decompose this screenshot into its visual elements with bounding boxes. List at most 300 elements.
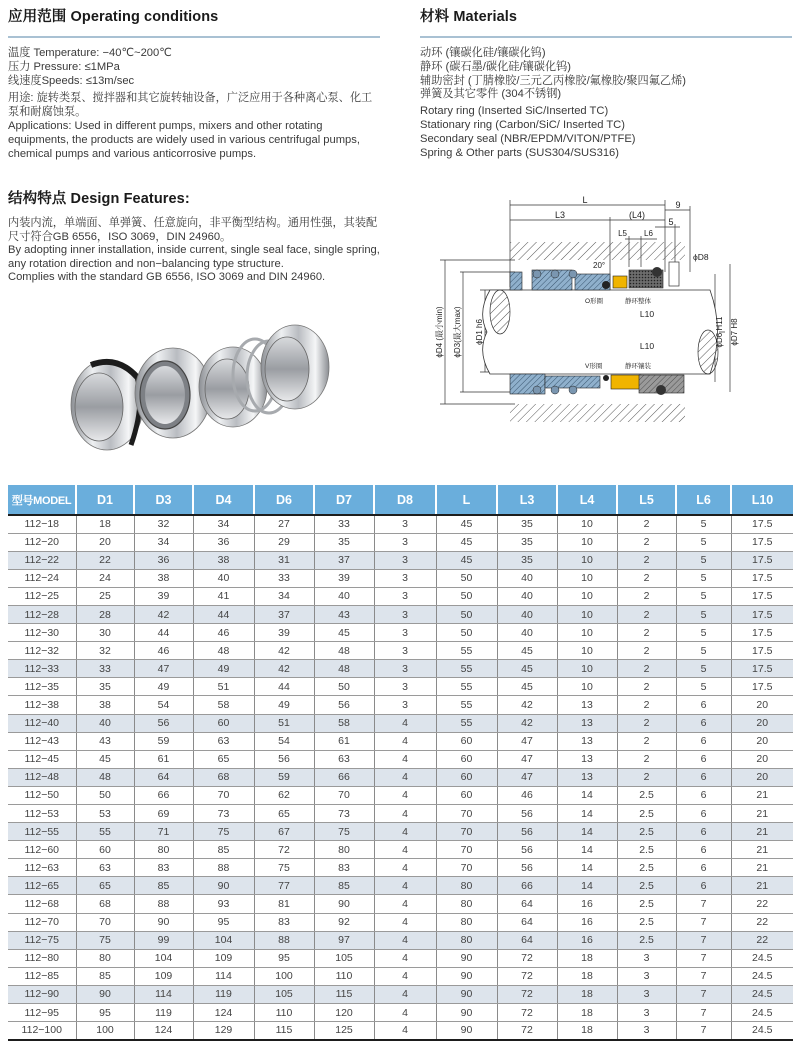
value-cell: 2	[617, 605, 676, 623]
material-cn-spring: 弹簧及其它零件 (304不锈钢)	[420, 88, 562, 101]
lower-seal-assembly	[510, 374, 684, 395]
value-cell: 21	[731, 859, 793, 877]
dim-label-D7: ϕD7 H8	[730, 318, 739, 346]
model-cell: 112−85	[8, 967, 76, 985]
material-en-spring: Spring & Other parts (SUS304/SUS316)	[420, 146, 619, 159]
design-features-title: 结构特点 Design Features:	[8, 191, 190, 207]
value-cell: 90	[436, 949, 497, 967]
value-cell: 2	[617, 678, 676, 696]
value-cell: 6	[676, 877, 731, 895]
value-cell: 10	[557, 642, 617, 660]
value-cell: 47	[497, 732, 557, 750]
value-cell: 95	[193, 913, 254, 931]
value-cell: 46	[134, 642, 193, 660]
value-cell: 60	[76, 841, 134, 859]
value-cell: 7	[676, 1004, 731, 1022]
value-cell: 4	[374, 823, 436, 841]
model-cell: 112−50	[8, 786, 76, 804]
model-cell: 112−53	[8, 805, 76, 823]
value-cell: 24.5	[731, 985, 793, 1003]
value-cell: 3	[374, 696, 436, 714]
value-cell: 65	[254, 805, 314, 823]
model-cell: 112−35	[8, 678, 76, 696]
value-cell: 54	[134, 696, 193, 714]
value-cell: 83	[134, 859, 193, 877]
value-cell: 5	[676, 587, 731, 605]
value-cell: 63	[193, 732, 254, 750]
dim-label-D4: ϕD4 (最小min)	[435, 306, 444, 358]
value-cell: 50	[436, 587, 497, 605]
value-cell: 45	[314, 624, 374, 642]
model-cell: 112−28	[8, 605, 76, 623]
value-cell: 10	[557, 605, 617, 623]
table-row	[8, 895, 793, 913]
value-cell: 90	[134, 913, 193, 931]
value-cell: 17.5	[731, 551, 793, 569]
seal-seat-orange	[613, 276, 627, 288]
value-cell: 24.5	[731, 1022, 793, 1040]
value-cell: 2	[617, 768, 676, 786]
value-cell: 7	[676, 949, 731, 967]
table-row	[8, 931, 793, 949]
design-features-section	[8, 188, 380, 285]
usage-cn: 用途: 旋转类泵、搅拌器和其它旋转轴设备，广泛应用于各种离心泵、化工泵和耐腐蚀泵。	[8, 92, 373, 119]
value-cell: 90	[436, 1022, 497, 1040]
value-cell: 129	[193, 1022, 254, 1040]
value-cell: 55	[436, 678, 497, 696]
seal-seat-part	[261, 325, 329, 409]
value-cell: 60	[436, 768, 497, 786]
value-cell: 21	[731, 786, 793, 804]
column-header-d6: D6	[254, 485, 314, 515]
value-cell: 10	[557, 551, 617, 569]
value-cell: 5	[676, 605, 731, 623]
o-ring-label: O形圈	[585, 298, 604, 305]
value-cell: 70	[436, 823, 497, 841]
value-cell: 56	[314, 696, 374, 714]
value-cell: 5	[676, 642, 731, 660]
value-cell: 45	[76, 750, 134, 768]
dim-label-L10-bottom: L10	[639, 341, 655, 351]
value-cell: 6	[676, 823, 731, 841]
model-cell: 112−32	[8, 642, 76, 660]
value-cell: 6	[676, 732, 731, 750]
value-cell: 70	[193, 786, 254, 804]
value-cell: 20	[731, 714, 793, 732]
value-cell: 65	[193, 750, 254, 768]
value-cell: 48	[76, 768, 134, 786]
value-cell: 4	[374, 805, 436, 823]
model-cell: 112−45	[8, 750, 76, 768]
value-cell: 110	[314, 967, 374, 985]
value-cell: 21	[731, 805, 793, 823]
value-cell: 2	[617, 714, 676, 732]
value-cell: 7	[676, 895, 731, 913]
value-cell: 56	[497, 805, 557, 823]
design-en: By adopting inner installation, inside current, single seal face, single spring, any rotation direction and non−balancing type structure.	[8, 244, 380, 270]
value-cell: 3	[617, 967, 676, 985]
value-cell: 54	[254, 732, 314, 750]
dim-label-D1: ϕD1 h6	[475, 319, 484, 345]
value-cell: 44	[254, 678, 314, 696]
model-cell: 112−30	[8, 624, 76, 642]
value-cell: 115	[254, 1022, 314, 1040]
model-cell: 112−90	[8, 985, 76, 1003]
value-cell: 24.5	[731, 1004, 793, 1022]
value-cell: 3	[374, 569, 436, 587]
value-cell: 20	[731, 696, 793, 714]
value-cell: 40	[497, 569, 557, 587]
value-cell: 10	[557, 624, 617, 642]
value-cell: 69	[134, 805, 193, 823]
material-en-rotary: Rotary ring (Inserted SiC/Inserted TC)	[420, 105, 609, 118]
value-cell: 4	[374, 1004, 436, 1022]
value-cell: 70	[436, 841, 497, 859]
value-cell: 43	[314, 605, 374, 623]
value-cell: 24.5	[731, 967, 793, 985]
value-cell: 97	[314, 931, 374, 949]
value-cell: 59	[134, 732, 193, 750]
value-cell: 60	[193, 714, 254, 732]
value-cell: 7	[676, 913, 731, 931]
value-cell: 100	[254, 967, 314, 985]
value-cell: 59	[254, 768, 314, 786]
value-cell: 62	[254, 786, 314, 804]
value-cell: 42	[497, 696, 557, 714]
model-cell: 112−55	[8, 823, 76, 841]
value-cell: 66	[134, 786, 193, 804]
value-cell: 17.5	[731, 678, 793, 696]
value-cell: 120	[314, 1004, 374, 1022]
model-cell: 112−20	[8, 533, 76, 551]
value-cell: 72	[497, 1004, 557, 1022]
value-cell: 16	[557, 931, 617, 949]
table-row	[8, 985, 793, 1003]
value-cell: 46	[497, 786, 557, 804]
value-cell: 10	[557, 533, 617, 551]
value-cell: 95	[254, 949, 314, 967]
value-cell: 55	[436, 696, 497, 714]
table-row	[8, 696, 793, 714]
operating-conditions-title: 应用范围 Operating conditions	[8, 9, 219, 25]
rotary-ring-part	[71, 360, 143, 450]
value-cell: 53	[76, 805, 134, 823]
value-cell: 20	[76, 533, 134, 551]
value-cell: 55	[436, 642, 497, 660]
value-cell: 56	[497, 841, 557, 859]
value-cell: 17.5	[731, 587, 793, 605]
value-cell: 72	[497, 949, 557, 967]
value-cell: 21	[731, 841, 793, 859]
value-cell: 58	[314, 714, 374, 732]
value-cell: 80	[436, 895, 497, 913]
material-cn-rotary: 动环 (镶碳化硅/镶碳化钨)	[420, 47, 546, 59]
value-cell: 22	[731, 931, 793, 949]
value-cell: 71	[134, 823, 193, 841]
value-cell: 64	[497, 895, 557, 913]
table-row	[8, 678, 793, 696]
value-cell: 2.5	[617, 841, 676, 859]
value-cell: 34	[254, 587, 314, 605]
value-cell: 40	[497, 624, 557, 642]
value-cell: 25	[76, 587, 134, 605]
value-cell: 2.5	[617, 895, 676, 913]
value-cell: 4	[374, 768, 436, 786]
value-cell: 37	[314, 551, 374, 569]
value-cell: 104	[193, 931, 254, 949]
value-cell: 115	[314, 985, 374, 1003]
value-cell: 36	[134, 551, 193, 569]
value-cell: 49	[193, 660, 254, 678]
column-header-l: L	[436, 485, 497, 515]
value-cell: 17.5	[731, 515, 793, 533]
value-cell: 4	[374, 714, 436, 732]
value-cell: 2.5	[617, 913, 676, 931]
value-cell: 5	[676, 660, 731, 678]
value-cell: 44	[193, 605, 254, 623]
value-cell: 41	[193, 587, 254, 605]
value-cell: 3	[374, 587, 436, 605]
value-cell: 80	[76, 949, 134, 967]
table-row	[8, 877, 793, 895]
value-cell: 4	[374, 985, 436, 1003]
column-header-d4: D4	[193, 485, 254, 515]
value-cell: 2.5	[617, 823, 676, 841]
value-cell: 105	[314, 949, 374, 967]
value-cell: 56	[254, 750, 314, 768]
value-cell: 21	[731, 823, 793, 841]
value-cell: 2.5	[617, 786, 676, 804]
value-cell: 88	[254, 931, 314, 949]
value-cell: 100	[76, 1022, 134, 1040]
value-cell: 44	[134, 624, 193, 642]
column-header-d8: D8	[374, 485, 436, 515]
value-cell: 72	[254, 841, 314, 859]
value-cell: 50	[314, 678, 374, 696]
value-cell: 40	[497, 587, 557, 605]
value-cell: 90	[436, 1004, 497, 1022]
column-header-d7: D7	[314, 485, 374, 515]
title-divider	[420, 36, 792, 38]
value-cell: 21	[731, 877, 793, 895]
value-cell: 6	[676, 696, 731, 714]
value-cell: 7	[676, 1022, 731, 1040]
temperature-spec: 温度 Temperature: −40℃~200℃	[8, 47, 172, 59]
materials-section	[420, 6, 792, 160]
value-cell: 119	[193, 985, 254, 1003]
value-cell: 2.5	[617, 859, 676, 877]
table-row	[8, 859, 793, 877]
model-cell: 112−95	[8, 1004, 76, 1022]
value-cell: 35	[76, 678, 134, 696]
value-cell: 14	[557, 877, 617, 895]
value-cell: 56	[497, 823, 557, 841]
value-cell: 109	[134, 967, 193, 985]
value-cell: 48	[193, 642, 254, 660]
value-cell: 66	[314, 768, 374, 786]
column-header-l3: L3	[497, 485, 557, 515]
value-cell: 2	[617, 624, 676, 642]
value-cell: 18	[76, 515, 134, 533]
value-cell: 47	[497, 750, 557, 768]
value-cell: 14	[557, 786, 617, 804]
table-header-row	[8, 485, 793, 515]
value-cell: 88	[193, 859, 254, 877]
value-cell: 49	[254, 696, 314, 714]
value-cell: 55	[436, 714, 497, 732]
value-cell: 68	[193, 768, 254, 786]
value-cell: 13	[557, 768, 617, 786]
value-cell: 2	[617, 569, 676, 587]
value-cell: 4	[374, 750, 436, 768]
value-cell: 85	[134, 877, 193, 895]
value-cell: 35	[497, 551, 557, 569]
product-photo	[55, 305, 355, 455]
value-cell: 4	[374, 877, 436, 895]
value-cell: 31	[254, 551, 314, 569]
value-cell: 70	[76, 913, 134, 931]
value-cell: 42	[254, 660, 314, 678]
value-cell: 24	[76, 569, 134, 587]
table-row	[8, 1004, 793, 1022]
value-cell: 38	[76, 696, 134, 714]
value-cell: 2	[617, 732, 676, 750]
value-cell: 68	[76, 895, 134, 913]
model-cell: 112−24	[8, 569, 76, 587]
value-cell: 2.5	[617, 931, 676, 949]
value-cell: 7	[676, 931, 731, 949]
value-cell: 18	[557, 949, 617, 967]
value-cell: 17.5	[731, 533, 793, 551]
value-cell: 33	[76, 660, 134, 678]
value-cell: 56	[134, 714, 193, 732]
speed-spec: 线速度Speeds: ≤13m/sec	[8, 74, 135, 87]
value-cell: 85	[193, 841, 254, 859]
table-row	[8, 949, 793, 967]
column-header-d1: D1	[76, 485, 134, 515]
value-cell: 61	[314, 732, 374, 750]
value-cell: 3	[617, 949, 676, 967]
column-header-l6: L6	[676, 485, 731, 515]
value-cell: 90	[436, 985, 497, 1003]
value-cell: 45	[436, 551, 497, 569]
value-cell: 4	[374, 913, 436, 931]
model-cell: 112−22	[8, 551, 76, 569]
value-cell: 63	[314, 750, 374, 768]
value-cell: 49	[134, 678, 193, 696]
value-cell: 51	[254, 714, 314, 732]
value-cell: 2	[617, 533, 676, 551]
value-cell: 90	[76, 985, 134, 1003]
value-cell: 5	[676, 624, 731, 642]
value-cell: 40	[193, 569, 254, 587]
dim-label-D8: ϕD8	[693, 252, 709, 262]
value-cell: 124	[134, 1022, 193, 1040]
value-cell: 55	[76, 823, 134, 841]
value-cell: 16	[557, 895, 617, 913]
column-header-l4: L4	[557, 485, 617, 515]
value-cell: 38	[134, 569, 193, 587]
value-cell: 2	[617, 660, 676, 678]
value-cell: 10	[557, 678, 617, 696]
value-cell: 60	[436, 786, 497, 804]
dim-label-9: 9	[675, 200, 681, 210]
value-cell: 6	[676, 750, 731, 768]
value-cell: 2	[617, 750, 676, 768]
value-cell: 27	[254, 515, 314, 533]
value-cell: 50	[436, 624, 497, 642]
value-cell: 80	[436, 877, 497, 895]
value-cell: 50	[76, 786, 134, 804]
value-cell: 13	[557, 714, 617, 732]
column-header-l10: L10	[731, 485, 793, 515]
stationary-ring-whole-label: 静环整体	[625, 298, 651, 305]
table-row	[8, 660, 793, 678]
value-cell: 7	[676, 967, 731, 985]
value-cell: 4	[374, 967, 436, 985]
table-row	[8, 1022, 793, 1040]
value-cell: 17.5	[731, 642, 793, 660]
model-cell: 112−60	[8, 841, 76, 859]
value-cell: 3	[617, 985, 676, 1003]
value-cell: 4	[374, 931, 436, 949]
material-cn-stationary: 静环 (碳石墨/碳化硅/镶碳化钨)	[420, 60, 572, 73]
value-cell: 75	[193, 823, 254, 841]
value-cell: 3	[374, 533, 436, 551]
dim-label-L3: L3	[554, 210, 566, 220]
value-cell: 22	[76, 551, 134, 569]
model-cell: 112−80	[8, 949, 76, 967]
value-cell: 64	[497, 913, 557, 931]
value-cell: 95	[76, 1004, 134, 1022]
column-header-model: 型号MODEL	[8, 485, 76, 515]
usage-en: Applications: Used in different pumps, mixers and other rotating equipments, the products are widely used in various centrifugal pumps, chemical pumps and various anticorrosive pumps.	[8, 119, 360, 160]
column-header-d3: D3	[134, 485, 193, 515]
value-cell: 3	[374, 624, 436, 642]
value-cell: 30	[76, 624, 134, 642]
value-cell: 10	[557, 587, 617, 605]
model-cell: 112−38	[8, 696, 76, 714]
model-cell: 112−48	[8, 768, 76, 786]
value-cell: 18	[557, 967, 617, 985]
table-row	[8, 913, 793, 931]
material-cn-secondary: 辅助密封 (丁腈橡胶/三元乙丙橡胶/氟橡胶/聚四氟乙烯)	[420, 74, 687, 87]
value-cell: 5	[676, 533, 731, 551]
value-cell: 14	[557, 805, 617, 823]
value-cell: 17.5	[731, 569, 793, 587]
value-cell: 6	[676, 714, 731, 732]
value-cell: 77	[254, 877, 314, 895]
value-cell: 3	[374, 678, 436, 696]
value-cell: 32	[134, 515, 193, 533]
value-cell: 63	[76, 859, 134, 877]
value-cell: 80	[436, 913, 497, 931]
value-cell: 13	[557, 750, 617, 768]
model-cell: 112−68	[8, 895, 76, 913]
value-cell: 4	[374, 841, 436, 859]
table-row	[8, 642, 793, 660]
value-cell: 32	[76, 642, 134, 660]
value-cell: 17.5	[731, 605, 793, 623]
value-cell: 4	[374, 732, 436, 750]
table-row	[8, 805, 793, 823]
value-cell: 20	[731, 750, 793, 768]
dim-label-L10-top: L10	[639, 309, 655, 319]
value-cell: 70	[314, 786, 374, 804]
value-cell: 92	[314, 913, 374, 931]
value-cell: 80	[314, 841, 374, 859]
value-cell: 50	[436, 569, 497, 587]
